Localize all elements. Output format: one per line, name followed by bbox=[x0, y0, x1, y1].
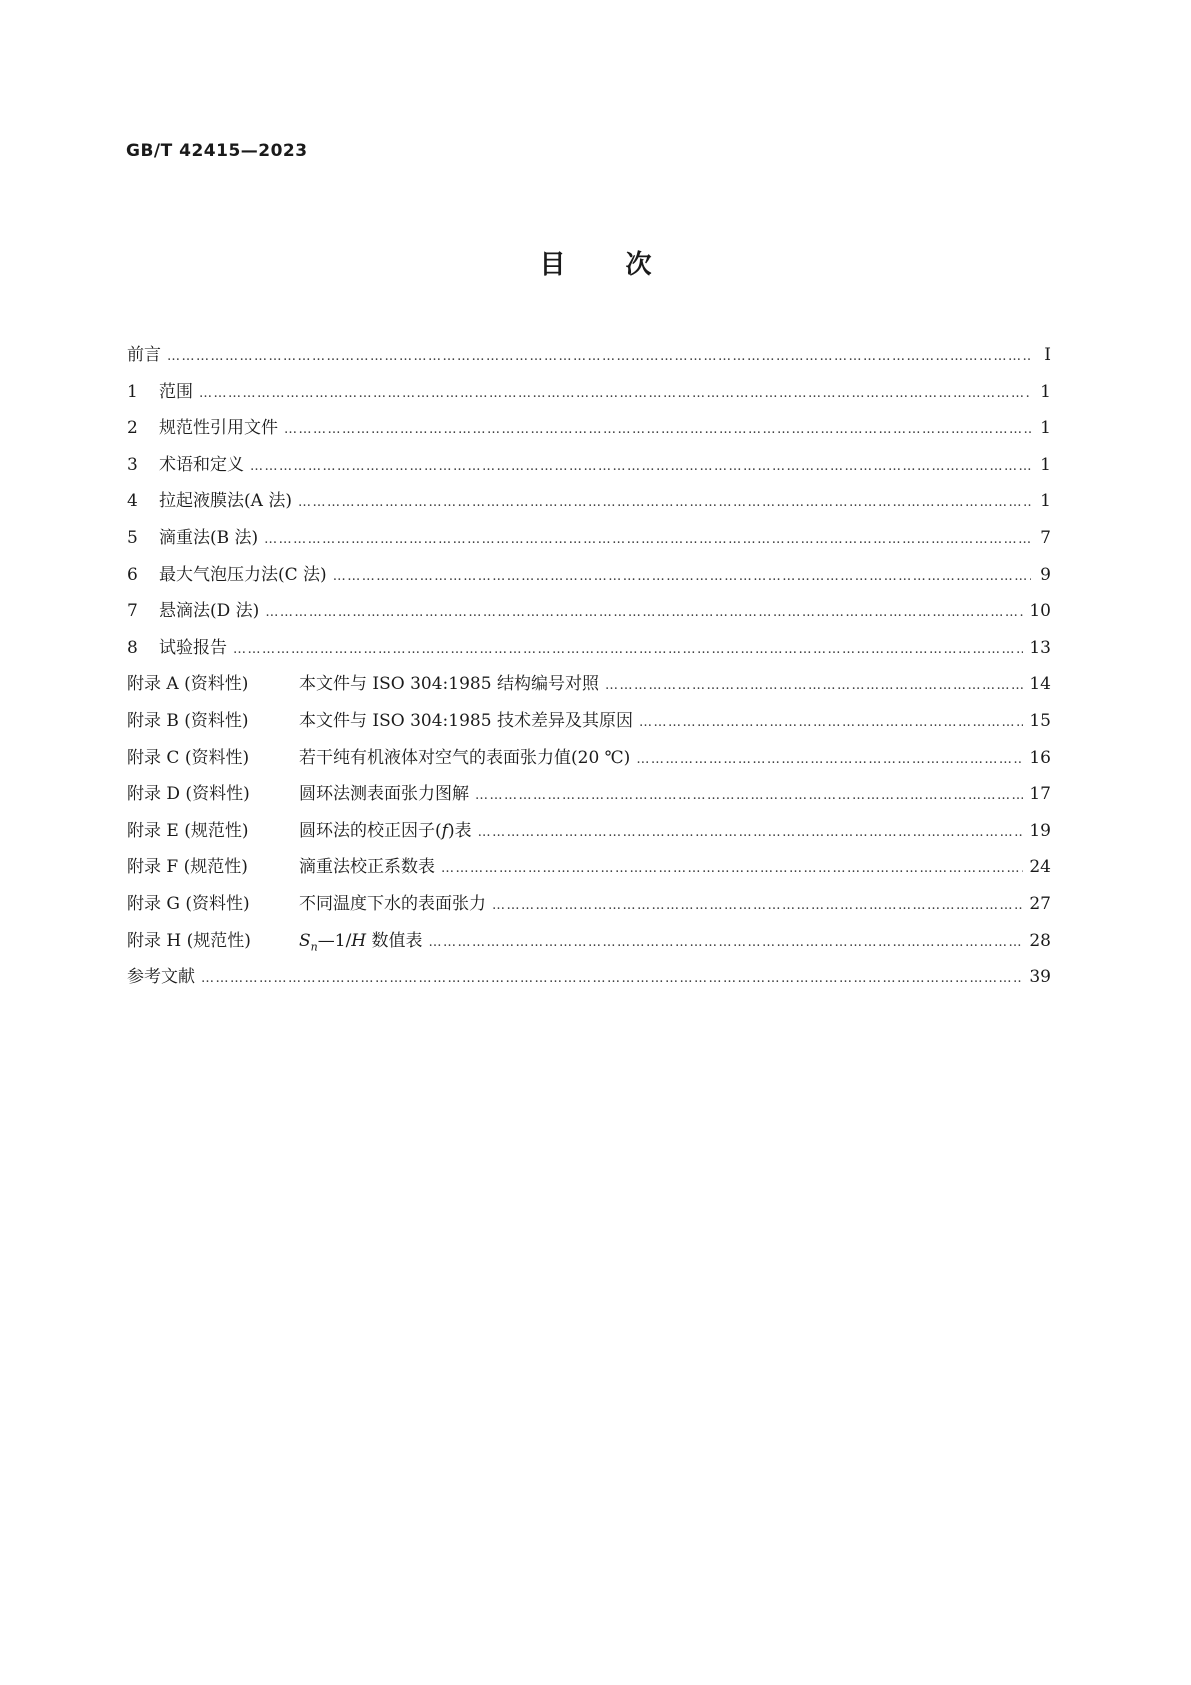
toc-annex-d[interactable] bbox=[127, 779, 1051, 816]
toc-leader-dots bbox=[250, 459, 1031, 474]
toc-annex-label: 附录 H (规范性) bbox=[127, 930, 251, 951]
toc-entry-label: 滴重法(B 法) bbox=[159, 527, 259, 548]
toc-annex-a[interactable] bbox=[127, 669, 1051, 706]
toc-entry-label: 规范性引用文件 bbox=[159, 418, 278, 439]
toc-entry-page: 24 bbox=[1029, 857, 1051, 878]
toc-annex-title-part: 数值表 bbox=[366, 930, 423, 951]
toc-entry-page: 16 bbox=[1029, 747, 1051, 768]
toc-entry-page: 17 bbox=[1029, 784, 1051, 805]
toc-leader-dots bbox=[265, 605, 1023, 620]
toc-leader-dots bbox=[429, 935, 1024, 950]
toc-entry-page: 9 bbox=[1040, 564, 1051, 585]
toc-leader-dots bbox=[333, 569, 1031, 584]
toc-entry-number: 2 bbox=[127, 418, 138, 439]
toc-entry-label: 悬滴法(D 法) bbox=[159, 601, 260, 622]
toc-leader-dots bbox=[492, 898, 1023, 913]
toc-entry-8[interactable] bbox=[127, 633, 1051, 670]
toc-entry-page: 1 bbox=[1040, 454, 1051, 475]
toc-annex-title-symbol: S bbox=[299, 930, 311, 951]
toc-annex-title-symbol: H bbox=[351, 930, 367, 951]
toc-annex-title-part: )表 bbox=[447, 820, 472, 841]
toc-leader-dots bbox=[478, 825, 1024, 840]
toc-annex-title: 圆环法测表面张力图解 bbox=[299, 784, 469, 805]
toc-entry-page: 27 bbox=[1029, 893, 1051, 914]
table-of-contents bbox=[127, 340, 1051, 999]
toc-entry-5[interactable] bbox=[127, 523, 1051, 560]
toc-leader-dots bbox=[605, 678, 1023, 693]
toc-annex-title: 本文件与 ISO 304:1985 技术差异及其原因 bbox=[299, 710, 633, 731]
toc-annex-title-part: —1/ bbox=[317, 930, 352, 951]
toc-entry-page: 28 bbox=[1029, 930, 1051, 951]
toc-leader-dots bbox=[475, 788, 1023, 803]
toc-leader-dots bbox=[639, 715, 1023, 730]
toc-entry-page: Ⅰ bbox=[1044, 345, 1051, 365]
toc-entry-2[interactable] bbox=[127, 413, 1051, 450]
toc-entry-7[interactable] bbox=[127, 596, 1051, 633]
toc-entry-number: 7 bbox=[127, 601, 138, 622]
toc-annex-title: 若干纯有机液体对空气的表面张力值(20 ℃) bbox=[299, 747, 631, 768]
toc-annex-title: 本文件与 ISO 304:1985 结构编号对照 bbox=[299, 674, 599, 695]
toc-entry-references[interactable] bbox=[127, 962, 1051, 999]
toc-entry-page: 1 bbox=[1040, 381, 1051, 402]
toc-entry-number: 3 bbox=[127, 454, 138, 475]
toc-entry-4[interactable] bbox=[127, 486, 1051, 523]
toc-leader-dots bbox=[233, 642, 1023, 657]
toc-leader-dots bbox=[441, 861, 1023, 876]
toc-entry-page: 7 bbox=[1040, 527, 1051, 548]
toc-entry-page: 10 bbox=[1029, 601, 1051, 622]
toc-entry-1[interactable] bbox=[127, 377, 1051, 414]
toc-entry-page: 14 bbox=[1029, 674, 1051, 695]
toc-entry-label: 拉起液膜法(A 法) bbox=[159, 491, 292, 512]
toc-annex-title: 不同温度下水的表面张力 bbox=[299, 893, 486, 914]
toc-annex-c[interactable] bbox=[127, 743, 1051, 780]
toc-annex-h[interactable] bbox=[127, 926, 1051, 963]
toc-annex-label: 附录 D (资料性) bbox=[127, 784, 250, 805]
toc-annex-e[interactable] bbox=[127, 816, 1051, 853]
toc-entry-number: 6 bbox=[127, 564, 138, 585]
toc-entry-3[interactable] bbox=[127, 450, 1051, 487]
toc-entry-page: 1 bbox=[1040, 418, 1051, 439]
toc-annex-title-part: 圆环法的校正因子( bbox=[299, 820, 442, 841]
toc-annex-label: 附录 C (资料性) bbox=[127, 747, 250, 768]
toc-entry-label: 范围 bbox=[159, 381, 193, 402]
toc-leader-dots bbox=[167, 349, 1031, 364]
toc-annex-label: 附录 G (资料性) bbox=[127, 893, 250, 914]
toc-entry-number: 5 bbox=[127, 527, 138, 548]
toc-leader-dots bbox=[298, 495, 1031, 510]
toc-entry-label: 试验报告 bbox=[159, 637, 227, 658]
toc-entry-6[interactable] bbox=[127, 560, 1051, 597]
toc-entry-number: 8 bbox=[127, 637, 138, 658]
toc-leader-dots bbox=[264, 532, 1031, 547]
toc-annex-g[interactable] bbox=[127, 889, 1051, 926]
standard-code: GB/T 42415—2023 bbox=[126, 141, 308, 161]
toc-entry-page: 13 bbox=[1029, 637, 1051, 658]
toc-annex-title-subscript: n bbox=[310, 939, 318, 953]
toc-leader-dots bbox=[636, 752, 1023, 767]
toc-annex-title bbox=[299, 926, 423, 953]
toc-annex-title bbox=[299, 816, 472, 841]
toc-entry-foreword[interactable] bbox=[127, 340, 1051, 377]
toc-entry-page: 39 bbox=[1029, 967, 1051, 988]
toc-leader-dots bbox=[199, 386, 1031, 401]
toc-annex-label: 附录 A (资料性) bbox=[127, 674, 249, 695]
toc-entry-label: 参考文献 bbox=[127, 967, 195, 988]
toc-entry-number: 4 bbox=[127, 491, 138, 512]
toc-annex-label: 附录 B (资料性) bbox=[127, 710, 249, 731]
page-title: 目次 bbox=[539, 250, 712, 280]
toc-leader-dots bbox=[201, 971, 1023, 986]
toc-annex-title: 滴重法校正系数表 bbox=[299, 857, 435, 878]
toc-entry-page: 1 bbox=[1040, 491, 1051, 512]
toc-entry-label: 前言 bbox=[127, 345, 161, 365]
toc-annex-title-symbol: f bbox=[441, 820, 448, 841]
toc-annex-f[interactable] bbox=[127, 852, 1051, 889]
toc-entry-page: 19 bbox=[1029, 820, 1051, 841]
toc-entry-page: 15 bbox=[1029, 710, 1051, 731]
toc-leader-dots bbox=[284, 422, 1031, 437]
toc-entry-number: 1 bbox=[127, 381, 138, 402]
toc-annex-label: 附录 F (规范性) bbox=[127, 857, 248, 878]
toc-annex-b[interactable] bbox=[127, 706, 1051, 743]
toc-entry-label: 术语和定义 bbox=[159, 454, 244, 475]
toc-entry-label: 最大气泡压力法(C 法) bbox=[159, 564, 327, 585]
toc-annex-label: 附录 E (规范性) bbox=[127, 820, 249, 841]
